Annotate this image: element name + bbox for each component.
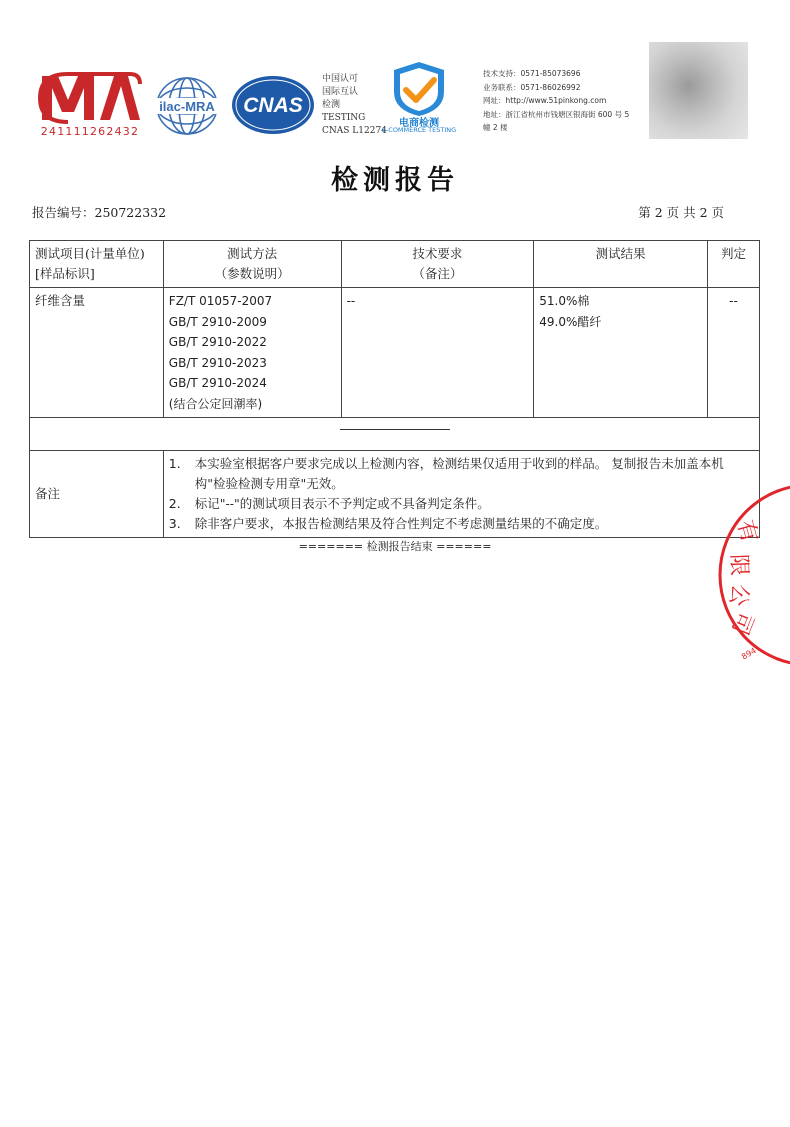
address-line-2: 幢 2 楼 [483, 123, 508, 132]
cnas-accreditation-text: 中国认可 国际互认 检测 TESTING CNAS L12274 [322, 74, 387, 136]
page-info: 第 2 页 共 2 页 [638, 205, 724, 220]
ecommerce-title: 电商检测 [399, 118, 439, 129]
report-number: 报告编号：250722332 [32, 205, 167, 220]
stamp-char-1: 有 [731, 517, 762, 546]
tech-support-phone: 技术支持：0571-85073696 [483, 69, 581, 78]
result-cell: 51.0%棉 49.0%醋纤 [534, 288, 708, 418]
table-header-row [30, 241, 760, 288]
end-line [340, 429, 450, 430]
test-results-table [29, 240, 760, 538]
header-test-method: 测试方法 （参数说明） [163, 241, 341, 288]
notes-content [163, 451, 759, 538]
header-result: 测试结果 [534, 241, 708, 288]
stamp-char-4: 司 [726, 608, 758, 639]
requirement-cell: -- [341, 288, 534, 418]
table-row [30, 288, 760, 418]
stamp-char-2: 限 [725, 553, 752, 577]
header-test-item: 测试项目(计量单位) [样品标识] [30, 241, 164, 288]
cnas-text: CNAS [243, 94, 303, 117]
report-title: 检测报告 [331, 165, 459, 196]
note-item: 3. 除非客户要求，本报告检测结果及符合性判定不考虑测量结果的不确定度。 [168, 516, 608, 531]
method-cell: FZ/T 01057-2007 GB/T 2910-2009 GB/T 2910-2022 GB/T 2910-2023 GB/T 2910-2024 (结合公定回潮率) [163, 288, 341, 418]
cnas-logo [230, 74, 316, 136]
notes-row [30, 451, 760, 538]
ilac-text: ilac-MRA [159, 99, 215, 114]
item-cell: 纤维含量 [30, 288, 164, 418]
website: 网址：http://www.51pinkong.com [483, 96, 607, 105]
official-seal-stamp [700, 480, 790, 670]
divider-row [30, 418, 760, 451]
stamp-char-3: 公 [724, 582, 753, 609]
notes-label: 备注 [30, 451, 164, 538]
note-item: 2. 标记"--"的测试项目表示不予判定或不具备判定条件。 [168, 496, 490, 511]
cma-number: 241111262432 [40, 125, 140, 138]
ilac-mra-logo [150, 72, 224, 140]
stamp-digits: 894 [740, 646, 758, 662]
header-requirement: 技术要求 （备注） [341, 241, 534, 288]
contact-info [483, 67, 643, 135]
business-phone: 业务联系：0571-86026992 [483, 82, 581, 92]
judgement-cell: -- [708, 288, 760, 418]
report-end-mark: ======= 检测报告结束 ====== [298, 540, 492, 553]
note-item: 1. 本实验室根据客户要求完成以上检测内容，检测结果仅适用于收到的样品。 复制报告未加盖本机构"检验检测专用章"无效。 [168, 456, 724, 491]
address-line-1: 地址：浙江省杭州市钱塘区银海街 600 号 5 [483, 109, 630, 119]
qr-code [649, 42, 748, 139]
ecommerce-subtitle: E-COMMERCE TESTING [381, 126, 457, 134]
header-judgement: 判定 [708, 241, 760, 288]
